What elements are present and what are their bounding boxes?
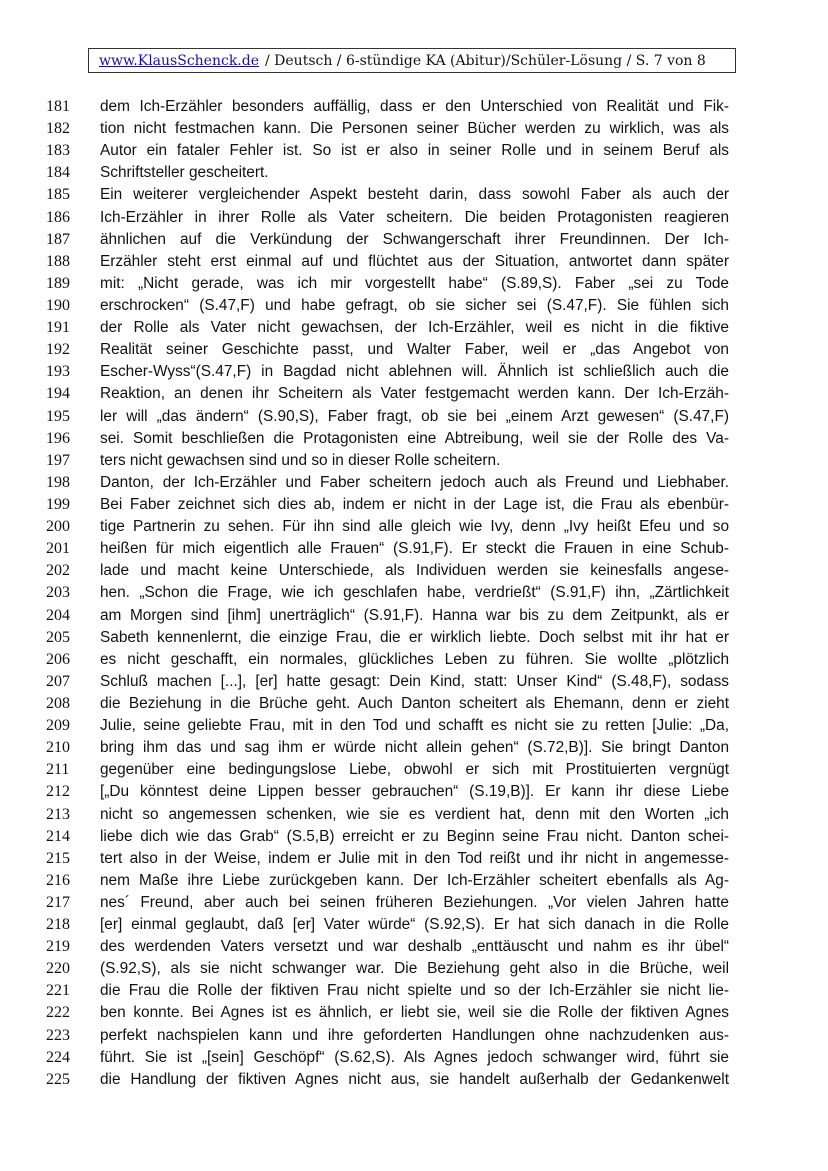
line-number: 193 <box>46 363 70 381</box>
text-line <box>0 494 828 516</box>
text-line <box>0 936 828 958</box>
line-text: führt. Sie ist „[sein] Geschöpf“ (S.62,S). Als Agnes jedoch schwanger wird, führt sie <box>100 1048 729 1066</box>
text-line <box>0 980 828 1002</box>
text-line <box>0 804 828 826</box>
line-text: dem Ich-Erzähler besonders auffällig, dass er den Unterschied von Realität und Fik- <box>100 98 729 115</box>
line-text: bring ihm das und sag ihm er würde nicht allein gehen“ (S.72,B)]. Sie bringt Danton <box>100 739 729 757</box>
line-text: Realität seiner Geschichte passt, und Walter Faber, weil er „das Angebot von <box>100 341 729 359</box>
text-line <box>0 251 828 273</box>
text-line <box>0 759 828 781</box>
line-text: Bei Faber zeichnet sich dies ab, indem er nicht in der Lage ist, die Frau als ebenbür- <box>100 495 729 513</box>
line-number: 209 <box>46 717 70 735</box>
text-line <box>0 339 828 361</box>
line-number: 205 <box>46 628 70 646</box>
line-text: Reaktion, an denen ihr Scheitern als Vater festgemacht werden kann. Der Ich-Erzäh- <box>100 385 729 403</box>
text-line <box>0 826 828 848</box>
line-number: 198 <box>46 473 70 491</box>
line-number: 207 <box>46 672 70 690</box>
line-number: 181 <box>46 98 70 115</box>
text-line <box>0 649 828 671</box>
text-line <box>0 472 828 494</box>
line-number: 225 <box>46 1070 70 1088</box>
text-line <box>0 140 828 162</box>
line-text: Sabeth kennenlernt, die einzige Frau, die er wirklich liebte. Doch selbst mit ihr hat er <box>100 628 729 646</box>
text-line <box>0 627 828 649</box>
text-line <box>0 273 828 295</box>
line-number: 187 <box>46 230 70 248</box>
text-line <box>0 516 828 538</box>
text-line <box>0 383 828 405</box>
text-line <box>0 406 828 428</box>
line-text: die Beziehung in die Brüche geht. Auch Danton scheitert als Ehemann, denn er zieht <box>100 694 729 712</box>
line-number: 188 <box>46 252 70 270</box>
line-text: ters nicht gewachsen sind und so in dieser Rolle scheitern. <box>100 451 501 469</box>
text-line <box>0 361 828 383</box>
line-text: Erzähler steht erst einmal auf und flüchtet aus der Situation, antwortet dann später <box>100 252 729 270</box>
line-number: 219 <box>46 938 70 956</box>
line-number: 210 <box>46 739 70 757</box>
text-line <box>0 207 828 229</box>
line-number: 214 <box>46 827 70 845</box>
line-number: 221 <box>46 982 70 1000</box>
line-number: 215 <box>46 849 70 867</box>
text-line <box>0 229 828 251</box>
text-line <box>0 450 828 472</box>
line-text: nem Maße ihre Liebe zurückgeben kann. Der Ich-Erzähler scheitert ebenfalls als Ag- <box>100 871 729 889</box>
page-header <box>88 48 736 73</box>
text-line <box>0 295 828 317</box>
line-number: 200 <box>46 518 70 536</box>
header-breadcrumb: / Deutsch / 6-stündige KA (Abitur)/Schüler-Lösung / S. 7 von 8 <box>265 52 706 69</box>
text-line <box>0 715 828 737</box>
text-line <box>0 317 828 339</box>
line-number: 213 <box>46 805 70 823</box>
line-number: 203 <box>46 584 70 602</box>
line-text: tige Partnerin zu sehen. Für ihn sind alle gleich wie Ivy, denn „Ivy heißt Efeu und so <box>100 518 729 536</box>
line-text: der Rolle als Vater nicht gewachsen, der Ich-Erzähler, weil es nicht in die fiktive <box>100 319 729 337</box>
text-line <box>0 1069 828 1091</box>
text-line <box>0 118 828 140</box>
line-text: gegenüber eine bedingungslose Liebe, obwohl er sich mit Prostituierten vergnügt <box>100 761 729 779</box>
line-number: 183 <box>46 142 70 160</box>
line-number: 204 <box>46 606 70 624</box>
line-text: die Frau die Rolle der fiktiven Frau nicht spielte und so der Ich-Erzähler sie nicht lie- <box>100 982 729 1000</box>
line-number: 217 <box>46 893 70 911</box>
line-text: Escher-Wyss“(S.47,F) in Bagdad nicht ablehnen will. Ähnlich ist schließlich auch die <box>100 363 729 381</box>
line-text: am Morgen sind [ihm] unerträglich“ (S.91,F). Hanna war bis zu dem Zeitpunkt, als er <box>100 606 729 624</box>
line-number: 199 <box>46 495 70 513</box>
line-text: Schluß machen [...], [er] hatte gesagt: Dein Kind, statt: Unser Kind“ (S.48,F), sodass <box>100 672 729 690</box>
line-text: mit: „Nicht gerade, was ich mir vorgestellt habe“ (S.89,S). Faber „sei zu Tode <box>100 274 729 292</box>
text-line <box>0 538 828 560</box>
line-text: (S.92,S), als sie nicht schwanger war. Die Beziehung geht also in die Brüche, weil <box>100 960 729 978</box>
line-text: hen. „Schon die Frage, wie ich geschlafen habe, verdrießt“ (S.91,F) ihn, „Zärtlichkeit <box>100 584 729 602</box>
line-text: Ich-Erzähler in ihrer Rolle als Vater scheitern. Die beiden Protagonisten reagieren <box>100 208 729 226</box>
line-text: Danton, der Ich-Erzähler und Faber scheitern jedoch auch als Freund und Liebhaber. <box>100 473 729 491</box>
text-line <box>0 1047 828 1069</box>
line-text: Ein weiterer vergleichender Aspekt besteht darin, dass sowohl Faber als auch der <box>100 186 729 204</box>
line-number: 184 <box>46 164 70 182</box>
line-number: 220 <box>46 960 70 978</box>
text-line <box>0 1002 828 1024</box>
line-number: 206 <box>46 650 70 668</box>
text-line <box>0 781 828 803</box>
text-line <box>0 693 828 715</box>
line-number: 194 <box>46 385 70 403</box>
line-number: 182 <box>46 120 70 138</box>
line-number: 189 <box>46 274 70 292</box>
line-number: 216 <box>46 871 70 889</box>
line-number: 202 <box>46 562 70 580</box>
line-text: ähnlichen auf die Verkündung der Schwangerschaft ihrer Freundinnen. Der Ich- <box>100 230 729 248</box>
line-text: tert also in der Weise, indem er Julie mit in den Tod reißt und ihr nicht in angemesse- <box>100 849 729 867</box>
text-line <box>0 870 828 892</box>
line-text: heißen für mich eigentlich alle Frauen“ (S.91,F). Er steckt die Frauen in eine Schub- <box>100 540 729 558</box>
line-text: [er] einmal geglaubt, daß [er] Vater würde“ (S.92,S). Er hat sich danach in die Rolle <box>100 916 729 934</box>
line-number: 212 <box>46 783 70 801</box>
line-text: Schriftsteller gescheitert. <box>100 164 269 182</box>
line-number: 186 <box>46 208 70 226</box>
line-text: die Handlung der fiktiven Agnes nicht aus, sie handelt außerhalb der Gedankenwelt <box>100 1070 729 1088</box>
text-line <box>0 582 828 604</box>
text-line <box>0 560 828 582</box>
text-line <box>0 671 828 693</box>
line-text: [„Du könntest deine Lippen besser gebrauchen“ (S.19,B)]. Er kann ihr diese Liebe <box>100 783 729 801</box>
line-text: tion nicht festmachen kann. Die Personen seiner Bücher werden zu wirklich, was als <box>100 120 729 138</box>
text-line <box>0 162 828 184</box>
text-line <box>0 605 828 627</box>
text-line <box>0 1025 828 1047</box>
line-text: nicht so angemessen schenken, wie sie es verdient hat, denn mit den Worten „ich <box>100 805 729 823</box>
line-text: es nicht geschafft, ein normales, glückliches Leben zu führen. Sie wollte „plötzlich <box>100 650 729 668</box>
line-text: des werdenden Vaters versetzt und war deshalb „enttäuscht und nahm es ihr übel“ <box>100 938 729 956</box>
line-text: liebe dich wie das Grab“ (S.5,B) erreicht er zu Beginn seine Frau nicht. Danton schei- <box>100 827 729 845</box>
line-text: ben konnte. Bei Agnes ist es ähnlich, er liebt sie, weil sie die Rolle der fiktiven Agnes <box>100 1004 729 1022</box>
text-line <box>0 914 828 936</box>
text-line <box>0 958 828 980</box>
line-text: nes´ Freund, aber auch bei seinen früheren Beziehungen. „Vor vielen Jahren hatte <box>100 893 729 911</box>
line-text: sei. Somit beschließen die Protagonisten eine Abtreibung, weil sie der Rolle des Va- <box>100 429 729 447</box>
line-number: 224 <box>46 1048 70 1066</box>
document-body <box>0 96 828 1091</box>
text-line <box>0 737 828 759</box>
line-text: Julie, seine geliebte Frau, mit in den Tod und schafft es nicht sie zu retten [Julie: „Da, <box>100 717 729 735</box>
site-link[interactable]: www.KlausSchenck.de <box>99 52 259 69</box>
text-line <box>0 428 828 450</box>
line-text: lade und macht keine Unterschiede, als Individuen werden sie keinesfalls angese- <box>100 562 729 580</box>
line-number: 218 <box>46 916 70 934</box>
line-number: 196 <box>46 429 70 447</box>
line-number: 211 <box>46 761 70 779</box>
line-number: 201 <box>46 540 70 558</box>
line-text: ler will „das ändern“ (S.90,S), Faber fragt, ob sie bei „einem Arzt gewesen“ (S.47,F) <box>100 407 729 425</box>
line-number: 195 <box>46 407 70 425</box>
text-line <box>0 96 828 118</box>
line-number: 208 <box>46 694 70 712</box>
line-text: perfekt nachspielen kann und ihre geforderten Handlungen ohne nachzudenken aus- <box>100 1026 729 1044</box>
text-line <box>0 848 828 870</box>
line-number: 197 <box>46 451 70 469</box>
line-text: Autor ein fataler Fehler ist. So ist er also in seiner Rolle und in seinem Beruf als <box>100 142 729 160</box>
line-text: erschrocken“ (S.47,F) und habe gefragt, ob sie sicher sei (S.47,F). Sie fühlen sich <box>100 296 729 314</box>
line-number: 185 <box>46 186 70 204</box>
line-number: 192 <box>46 341 70 359</box>
line-number: 222 <box>46 1004 70 1022</box>
line-number: 223 <box>46 1026 70 1044</box>
line-number: 191 <box>46 319 70 337</box>
text-line <box>0 892 828 914</box>
text-line <box>0 184 828 206</box>
line-number: 190 <box>46 296 70 314</box>
